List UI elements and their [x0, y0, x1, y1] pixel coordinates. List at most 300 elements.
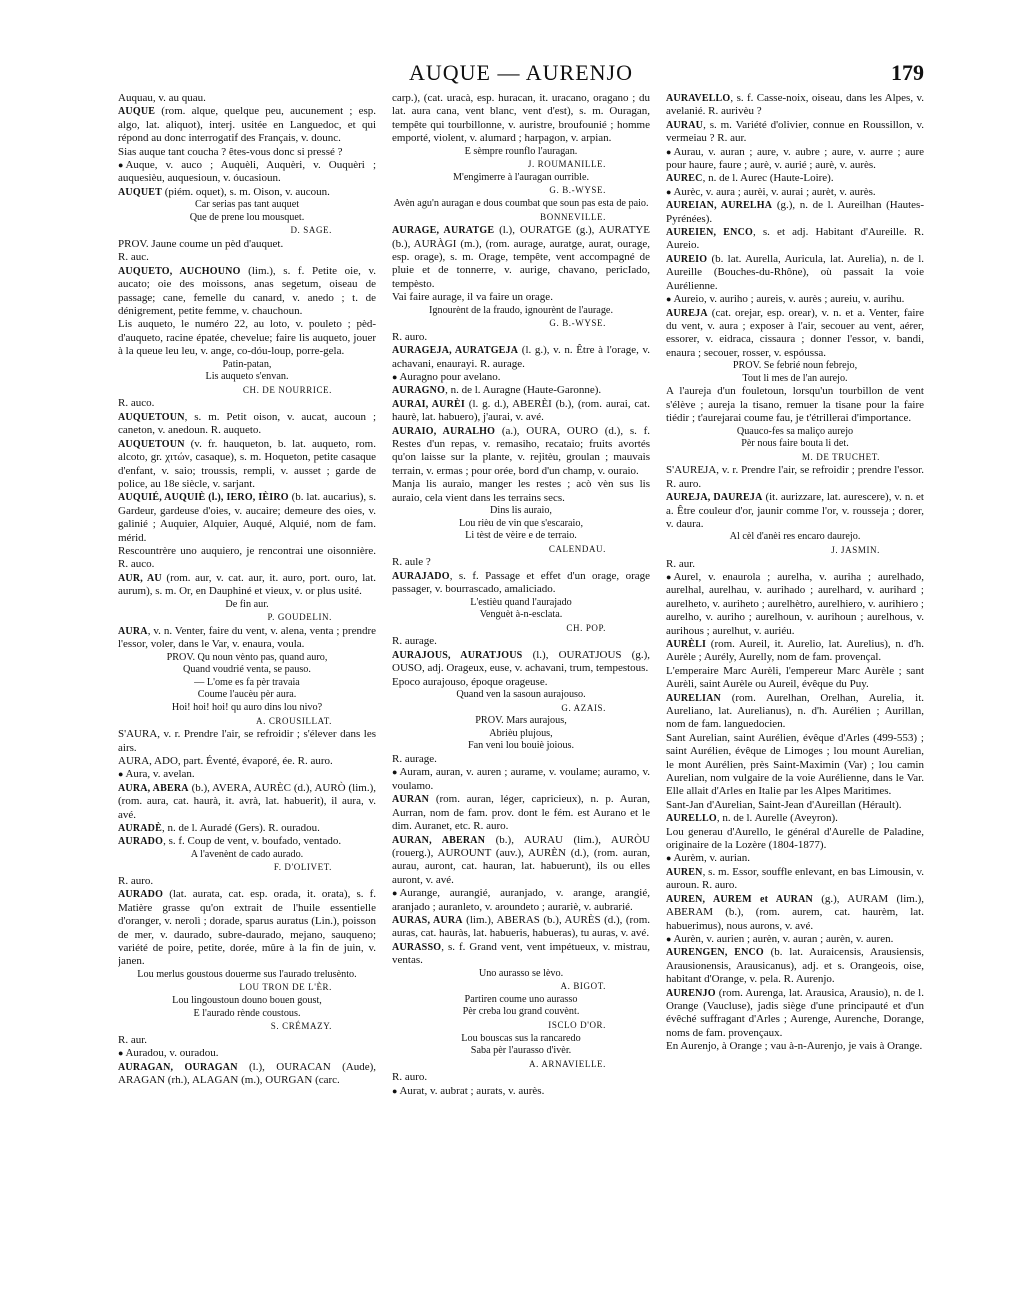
entry-text: Abrièu plujous,	[489, 727, 553, 739]
entry-text: , n. de l. Auragne (Haute-Garonne).	[445, 384, 602, 397]
entry-text: (rom. aur, v. cat. aur, it. auro, port. ouro, lat. aurum), s. m. Or, en Dauphiné et vieux, v. or plus usité.	[118, 571, 376, 598]
entry-text: Sant-Jan d'Aurelian, Saint-Jean d'Aureillan (Hérault).	[666, 798, 902, 811]
entry-text: R. aur.	[666, 557, 696, 570]
entry-text: Pèr nous faire bouta li det.	[741, 438, 849, 450]
entry-text: Venguèt à-n-esclata.	[479, 609, 563, 621]
entry-paragraph	[392, 941, 650, 968]
entry-text: F. D'OLIVET.	[273, 862, 332, 873]
entry-paragraph	[118, 545, 376, 572]
headword: AURAGNO	[392, 385, 446, 397]
entry-text: Epoco aurajouso, époque orageuse.	[392, 675, 548, 688]
quotation-line	[392, 1033, 650, 1046]
entry-paragraph	[392, 344, 650, 371]
headword: AURÈLI	[666, 638, 707, 650]
entry-text: Lou bouscas sus la rancaredo	[461, 1032, 581, 1044]
entry-paragraph	[118, 265, 376, 319]
entry-text: LOU TRON DE L'ÈR.	[239, 982, 332, 993]
entry-paragraph	[118, 438, 376, 492]
quotation-author	[392, 211, 650, 224]
entry-paragraph	[666, 1040, 924, 1053]
entry-text: PROV. Se febrié noun febrejo,	[732, 360, 858, 372]
entry-text: , s. m. Essor, souffle enlevant, en bas Limousin, v. auroun. R. auro.	[666, 865, 924, 892]
entry-paragraph	[118, 822, 376, 835]
entry-text: CH. DE NOURRICE.	[242, 384, 332, 395]
headword: AURAGEJA, AURATGEJA	[392, 345, 519, 357]
entry-paragraph	[392, 649, 650, 676]
entry-text: , n. de l. Auradé (Gers). R. ouradou.	[161, 821, 320, 834]
running-head: AUQUE — AURENJO	[409, 60, 633, 85]
quotation-author	[392, 980, 650, 993]
entry-text: Quand voudrié venta, se pauso.	[183, 664, 311, 676]
entry-text: Ignourènt de la fraudo, ignourènt de l'aurage.	[428, 304, 613, 316]
entry-text: Aurel, v. enaurola ; aurelha, v. auriha ; aurelhado, aurelhal, aurelhau, v. aurihado ; aurelhard, v. aurihard ; aurelheto, v. auriheto ; aurelhètro, aurelhiero, v. aurihiero ; aurelho, v. auriho ; aurelhoun, v. aurihoun ; aurelhous, v. aurihous ; aurelhut, v. auriéu.	[666, 570, 924, 637]
entry-paragraph	[666, 385, 924, 425]
entry-paragraph	[666, 933, 924, 946]
headword: AUR, AU	[118, 572, 162, 584]
entry-text: Dins lis auraio,	[490, 505, 552, 517]
entry-text: Sant Aurelian, saint Aurélien, évêque d'Arles (499-553) ; saint Aurélien, évêque de Limoges ; lou mount Aurelian, le mont Aurélien, près Saint-Maximin (Var) ; lou camin Aurelian, nom vulgaire de la voie Aurélienne, dans le Var. Elle allait d'Arles en Italie par les Alpes Maritimes.	[666, 731, 924, 798]
quotation-line	[118, 849, 376, 862]
headword: AURENGEN, ENCO	[666, 947, 764, 959]
entry-paragraph	[666, 307, 924, 361]
quotation-line	[118, 664, 376, 677]
quotation-author	[392, 158, 650, 171]
quotation-author	[392, 1019, 650, 1032]
quotation-author	[118, 861, 376, 874]
quotation-line	[118, 689, 376, 702]
headword: AUQUETO, AUCHOUNO	[118, 265, 241, 277]
headword: AUREJA	[666, 307, 708, 319]
headword: AURAJOUS, AURATJOUS	[392, 649, 523, 661]
entry-text: Manja lis auraio, manger les restes ; acò vèn sus lis auraio, cela vient dans les terrains secs.	[392, 478, 650, 504]
quotation-author	[118, 1020, 376, 1033]
entry-paragraph	[666, 491, 924, 531]
entry-text: , n. de l. Aurelle (Aveyron).	[716, 812, 838, 825]
quotation-author	[666, 544, 924, 557]
bullet-icon: ●	[666, 933, 672, 944]
entry-text: , s. m. Petit oison, v. aucat, aucoun ; caneton, v. anedoun. R. auqueto.	[118, 410, 376, 437]
entry-paragraph	[666, 893, 924, 933]
entry-paragraph	[392, 425, 650, 479]
quotation-author	[392, 1058, 650, 1071]
entry-text: D. SAGE.	[290, 225, 332, 236]
entry-text: CH. POP.	[566, 622, 606, 633]
entry-paragraph	[392, 92, 650, 146]
entry-text: (g.), n. de l. Aureilhan (Hautes-Pyrénées).	[666, 199, 924, 225]
entry-text: (l. g.), v. n. Être à l'orage, v. achavani, enaurayi. R. aurage.	[392, 344, 650, 370]
headword: AUQUIÉ, AUQUIÈ (l.), IERO, IÈIRO	[118, 492, 289, 504]
entry-text: L'estièu quand l'aurajado	[470, 596, 572, 608]
entry-paragraph	[666, 987, 924, 1041]
quotation-line	[392, 1006, 650, 1019]
quotation-line	[118, 199, 376, 212]
entry-paragraph	[666, 826, 924, 853]
entry-text: M. DE TRUCHET.	[801, 451, 880, 462]
quotation-line	[118, 212, 376, 225]
headword: AURAN	[392, 794, 430, 806]
quotation-line	[666, 373, 924, 386]
entry-text: Partiren coume uno aurasso	[464, 993, 578, 1005]
entry-paragraph	[666, 464, 924, 491]
quotation-line	[666, 426, 924, 439]
headword: AUREC	[666, 173, 703, 185]
entry-text: De fin aur.	[225, 598, 269, 610]
entry-text: Coume l'aucèu pèr aura.	[197, 689, 297, 701]
entry-text: R. auro.	[392, 330, 428, 343]
entry-paragraph	[118, 625, 376, 652]
entry-paragraph	[118, 768, 376, 781]
headword: AURAIO, AURALHO	[392, 425, 496, 437]
entry-text: G. AZAIS.	[561, 702, 606, 713]
entry-text: A l'avenènt de cado aurado.	[190, 848, 304, 860]
entry-text: BONNEVILLE.	[540, 211, 606, 222]
entry-paragraph	[666, 812, 924, 825]
entry-text: Vai faire aurage, il va faire un orage.	[392, 291, 553, 304]
headword: AURAI, AURÈI	[392, 398, 465, 410]
entry-paragraph	[666, 253, 924, 293]
entry-text: (g.), AURAM (lim.), ABERAM (b.), (rom. aurem, cat. haurèm, lat. habuerimus), nous aurons, v. avé.	[666, 892, 924, 932]
entry-paragraph	[392, 1085, 650, 1098]
quotation-line	[118, 652, 376, 665]
quotation-line	[118, 599, 376, 612]
entry-text: R. auro.	[118, 874, 154, 887]
quotation-author	[392, 622, 650, 635]
entry-text: Uno aurasso se lèvo.	[478, 967, 564, 979]
quotation-line	[392, 530, 650, 543]
entry-text: Quand ven la sasoun aurajouso.	[456, 689, 586, 701]
entry-text: Lou generau d'Aurello, le général d'Aurelle de Paladine, originaire de la Lozère (1804-1877).	[666, 825, 924, 852]
entry-text: A. ARNAVIELLE.	[529, 1058, 606, 1069]
entry-paragraph	[666, 638, 924, 665]
quotation-author	[118, 715, 376, 728]
quotation-author	[392, 184, 650, 197]
bullet-icon: ●	[392, 888, 398, 899]
entry-paragraph	[666, 293, 924, 306]
entry-paragraph	[118, 238, 376, 251]
quotation-line	[392, 609, 650, 622]
entry-text: Car serias pas tant auquet	[194, 199, 300, 211]
entry-text: (b. lat. aucarius), s. Gardeur, gardeuse d'oies, v. aucaire; demeure des oies, v. galinié ; Auquier, Alquier, Auqué, Alquié, nom de fam. mérid.	[118, 491, 376, 544]
entry-text: J. JASMIN.	[831, 544, 880, 555]
entry-paragraph	[118, 411, 376, 438]
quotation-line	[666, 438, 924, 451]
headword: AURENJO	[666, 987, 716, 999]
entry-text: P. GOUDELIN.	[267, 612, 332, 623]
entry-paragraph	[392, 570, 650, 597]
entry-text: (rom. Aurelhan, Orelhan, Aurelia, it. Aureliano, lat. Aurelianus), n. d'h. Aurélien ; Aurillan, nom de fam. languedocien.	[666, 691, 924, 731]
entry-text: S'AUREJA, v. r. Prendre l'air, se refroidir ; prendre l'essor. R. auro.	[666, 464, 924, 490]
entry-text: A l'aureja d'un fouletoun, lorsqu'un tourbillon de vent s'élève ; aureja la tisano, remuer la tisane pour la faire tiédir ; t'aurejarai coume fau, je t'étrillerai d'importance.	[666, 385, 924, 425]
entry-paragraph	[392, 556, 650, 569]
headword: AURASSO	[392, 941, 442, 953]
entry-text: Fan veni lou bouiè joious.	[467, 740, 575, 752]
entry-text: S'AURA, v. r. Prendre l'air, se refroidir ; s'élever dans les airs.	[118, 728, 376, 754]
entry-paragraph	[118, 105, 376, 145]
entry-text: Pèr creba lou grand couvènt.	[462, 1006, 580, 1018]
entry-text: Auquau, v. au quau.	[118, 92, 206, 104]
entry-text: Auque, v. auco ; Auquèli, Auquèri, v. Ouquèri ; auquesièu, auquesioun, v. óucasioun.	[118, 159, 376, 185]
entry-text: (piém. oquet), s. m. Oison, v. aucoun.	[161, 185, 330, 198]
entry-text: PROV. Qu noun vènto pas, quand auro,	[166, 651, 328, 663]
entry-text: , s. et adj. Habitant d'Aureille. R. Aureio.	[666, 226, 924, 252]
entry-text: En Aurenjo, à Orange ; vau à-n-Aurenjo, je vais à Orange.	[666, 1040, 923, 1053]
entry-paragraph	[392, 635, 650, 648]
headword: AUREN, AUREM et AURAN	[666, 893, 813, 905]
entry-paragraph	[118, 186, 376, 199]
headword: AURELLO	[666, 813, 717, 825]
quotation-line	[392, 172, 650, 185]
entry-text: Rescountrère uno auquiero, je rencontrai une oisonnière. R. auco.	[118, 544, 376, 571]
entry-text: (l.), OURACAN (Aude), ARAGAN (rh.), ALAGAN (m.), OURGAN (carc.	[118, 1060, 376, 1086]
entry-text: Avèn agu'n auragan e dous coumbat que soun pas esta de paio.	[393, 198, 649, 209]
entry-paragraph	[118, 159, 376, 186]
headword: AURAVELLO	[666, 93, 731, 104]
entry-paragraph	[118, 888, 376, 968]
entry-paragraph	[118, 397, 376, 410]
bullet-icon: ●	[118, 1048, 124, 1059]
entry-text: G. B.-WYSE.	[549, 318, 606, 329]
quotation-author	[118, 611, 376, 624]
quotation-line	[118, 371, 376, 384]
entry-text: — L'ome es fa pèr travaia	[194, 676, 300, 688]
entry-paragraph	[666, 226, 924, 253]
quotation-line	[118, 1008, 376, 1021]
entry-text: Lis auqueto, le numéro 22, au loto, v. pouleto ; pèd-d'auqueto, racine épatée, chevelue; faire lis auqueto, jouer à la queue leu leu, v. ange, co-dóu-loup, porre-gela.	[118, 318, 376, 358]
headword: AUQUET	[118, 186, 162, 198]
headword: AUREIEN, ENCO	[666, 227, 753, 239]
entry-text: , s. f. Passage et effet d'un orage, orage passager, v. bourrascado, amaliciado.	[392, 569, 650, 596]
entry-text: (l. g. d.), ABERÈI (b.), (rom. aurai, cat. haurè, lat. habuero), j'aurai, v. avé.	[392, 397, 650, 424]
quotation-line	[392, 505, 650, 518]
entry-text: (a.), OURA, OURO (d.), s. f. Restes d'un repas, v. remasiho, recataio; fruits avortés qu'on laisse sur la plante, v. rejitèu, groulan ; mauvais terrain, v. ermas ; pour orée, bord d'un champ, v. ouraio.	[392, 424, 650, 477]
entry-text: Li tèst de vèire e de terraio.	[465, 530, 577, 542]
entry-paragraph	[118, 1061, 376, 1088]
headword: AURADÈ	[118, 822, 162, 834]
entry-paragraph	[118, 491, 376, 545]
entry-text: Sias auque tant coucha ? êtes-vous donc si pressé ?	[118, 145, 343, 158]
quotation-line	[392, 728, 650, 741]
entry-paragraph	[392, 1071, 650, 1084]
entry-paragraph	[118, 1047, 376, 1060]
entry-text: A. BIGOT.	[560, 981, 606, 992]
bullet-icon: ●	[118, 160, 124, 171]
entry-text: L'emperaire Marc Aurèli, l'empereur Marc Aurèle ; sant Aurèli, saint Aurèle ou Aureil, évêque du Puy.	[666, 664, 924, 691]
headword: AUQUETOUN	[118, 411, 185, 423]
entry-text: , s. m. Variété d'olivier, connue en Roussillon, v. vermeiau ? R. aur.	[666, 118, 924, 145]
entry-text: Auradou, v. ouradou.	[125, 1047, 219, 1060]
headword: AURAJADO	[392, 570, 450, 582]
entry-text: Lou merlus goustous douerme sus l'aurado trelusènto.	[137, 968, 357, 980]
headword: AURADO	[118, 836, 164, 848]
entry-paragraph	[666, 119, 924, 146]
entry-paragraph	[666, 852, 924, 865]
headword: AUREN	[666, 866, 703, 878]
entry-paragraph	[666, 732, 924, 799]
entry-paragraph	[118, 572, 376, 599]
entry-text: R. auc.	[118, 251, 149, 264]
entry-paragraph	[118, 1034, 376, 1047]
entry-paragraph	[118, 251, 376, 264]
entry-paragraph	[666, 799, 924, 812]
entry-paragraph	[392, 676, 650, 689]
entry-text: (lim.), ABERAS (b.), AURÈS (d.), (rom. auras, cat. hauràs, lat. habueris, habueras), tu auras, v. avé.	[392, 913, 650, 940]
entry-paragraph	[392, 887, 650, 914]
headword: AURAS, AURA	[392, 914, 463, 926]
entry-text: (l.), OURATJOUS (g.), OUSO, adj. Orageux, euse, v. achavani, trum, tempestous.	[392, 648, 650, 675]
entry-text: A. CROUSILLAT.	[256, 715, 332, 726]
entry-paragraph	[666, 571, 924, 638]
entry-text: Aurèc, v. aura ; aurèi, v. aurai ; aurèt, v. aurès.	[673, 185, 876, 198]
entry-text: Aura, v. avelan.	[125, 768, 195, 781]
entry-text: (lim.), s. f. Petite oie, v. aucato; oie des moissons, anas segetum, oiseau de passage; cane, femelle du canard, v. anedo ; t. de dénigrement, petite femme, v. chauchoun.	[118, 264, 376, 318]
entry-text: PROV. Mars aurajous,	[475, 715, 567, 727]
entry-paragraph	[392, 384, 650, 397]
quotation-line	[392, 305, 650, 318]
quotation-line	[118, 677, 376, 690]
entry-paragraph	[666, 946, 924, 986]
entry-text: (v. fr. hauqueton, b. lat. auqueto, rom. alcoto, gr. χιτών, casaque), s. m. Hoqueton, petite casaque d'enfant, v. saio; troussis, rempli, v. ausset ; garde de police, au 18e siècle, v. sarjant.	[118, 437, 376, 490]
quotation-line	[392, 597, 650, 610]
entry-paragraph	[118, 728, 376, 755]
entry-paragraph	[392, 914, 650, 941]
quotation-line	[392, 740, 650, 753]
quotation-author	[118, 981, 376, 994]
quotation-line	[392, 1045, 650, 1058]
headword: AURAN, ABERAN	[392, 834, 486, 846]
entry-paragraph	[666, 692, 924, 732]
entry-paragraph	[392, 834, 650, 888]
entry-paragraph	[392, 766, 650, 793]
entry-text: (cat. orejar, esp. orear), v. n. et a. Venter, faire du vent, v. aura ; exposer à l'air, secouer au vent, aérer, essorer, v. eidraca, cissaura ; donner l'essor, v. bandi, enaura ; secouer, rosser, v. espóussa.	[666, 306, 924, 359]
quotation-line	[392, 146, 650, 159]
bullet-icon: ●	[666, 294, 672, 305]
entry-text: E sèmpre rounflo l'auragan.	[464, 145, 578, 157]
entry-text: Aurange, aurangié, auranjado, v. arange, arangié, aranjado ; auranleto, v. aroundeto ; aurariè, v. aubrarié.	[392, 887, 650, 913]
headword: AUREIAN, AURELHA	[666, 200, 773, 212]
headword: AURAGE, AURATGE	[392, 225, 495, 237]
quotation-author	[392, 543, 650, 556]
entry-paragraph	[666, 146, 924, 173]
quotation-line	[118, 359, 376, 372]
entry-text: J. ROUMANILLE.	[527, 159, 606, 170]
entry-text: S. CRÉMAZY.	[270, 1021, 332, 1032]
entry-text: R. auro.	[392, 1071, 428, 1084]
page-number: 179	[891, 60, 924, 85]
entry-text: PROV. Jaune coume un pèd d'auquet.	[118, 238, 284, 251]
entry-paragraph	[392, 398, 650, 425]
entry-text: Aurau, v. auran ; aure, v. aubre ; aure, v. aurre ; aure pour haure, faure ; aurè, v. aurié ; aurè, v. aurès.	[666, 145, 924, 172]
quotation-line	[666, 531, 924, 544]
bullet-icon: ●	[666, 571, 672, 582]
entry-text: Que de prene lou mousquet.	[189, 211, 305, 223]
entry-text: R. aule ?	[392, 556, 431, 569]
quotation-line	[118, 969, 376, 982]
entry-text: AURA, ADO, part. Éventé, évaporé, ée. R. auro.	[118, 754, 333, 767]
entry-text: carp.), (cat. uracà, esp. huracan, it. uracano, oragano ; du lat. aura cana, vent blanc, vent d'est), s. m. Ouragan, tempête qui tourbillonne, v. auristre, broufounié ; homme emporté, violent, v. alumard ; harpagon, v. arpian.	[392, 92, 650, 145]
quotation-author	[118, 384, 376, 397]
entry-text: (rom. Aurenga, lat. Arausica, Arausio), n. de l. Orange (Vaucluse), jadis siège d'une principauté et d'un évêché suffragant d'Arles ; Aurenge, Aurenche, Dorange, noms de fam. provençaux.	[666, 986, 924, 1039]
quotation-line	[392, 518, 650, 531]
entry-paragraph	[118, 318, 376, 358]
headword: AURA, ABERA	[118, 782, 189, 794]
quotation-line	[392, 689, 650, 702]
quotation-line	[392, 968, 650, 981]
headword: AURA	[118, 625, 148, 637]
entry-paragraph	[392, 478, 650, 505]
entry-text: (rom. Aureil, it. Aurelio, lat. Aurelius), n. d'h. Aurèle ; Aurély, Aurelly, nom de fam. provençal.	[666, 637, 924, 664]
entry-paragraph	[392, 224, 650, 291]
quotation-author	[392, 702, 650, 715]
entry-text: (b.), AURAU (lim.), AURÒU (rouerg.), AUROUNT (auv.), AURÈN (d.), (rom. auran, aurau, auront, cat. hauran, lat. habuerunt), ils ou elles auront, v. avé.	[392, 833, 650, 886]
entry-text: (b.), AVERA, AURÈC (d.), AURÒ (lim.), (rom. aura, cat. haurà, it. avrà, lat. habuerit), il aura, v. avé.	[118, 781, 376, 821]
entry-text: R. aurage.	[392, 635, 437, 648]
entry-text: (lat. aurata, cat. esp. orada, it. orata), s. f. Matière grasse qu'on extrait de l'huile essentielle d'oranger, v. nerolì ; dorade, sparus auratus (Lin.), poisson de mer, v. daurado, subre-daurado, mejano, sauqueno; variété de poire, petite, dorée, mûre à la fin de juin, v. janen.	[118, 888, 376, 968]
entry-paragraph	[666, 665, 924, 692]
entry-text: , s. f. Coup de vent, v. boufado, ventado.	[163, 835, 342, 848]
entry-paragraph	[666, 558, 924, 571]
entry-text: Quauco-fes sa maliço aurejo	[736, 425, 854, 437]
bullet-icon: ●	[392, 372, 398, 383]
entry-text: (l.), OURATGE (g.), AURATYE (b.), AURÀGI (m.), (rom. aurage, auratge, aurat, ourage, esp. orage), s. m. Orage, tempête, vent accompagné de pluie et de tonnerre, v. aurige, chavano, pericIado, tempèsto.	[392, 224, 650, 290]
entry-text: Patin-patan,	[222, 358, 272, 370]
entry-text: M'engimerre à l'auragan ourrible.	[452, 171, 590, 183]
headword: AURAU	[666, 119, 704, 131]
entry-text: Lis auqueto s'envan.	[205, 371, 289, 383]
entry-text: (it. aurizzare, lat. aurescere), v. n. et a. Être couleur d'or, jaunir comme l'or, v. rousseja ; dorer, v. daura.	[666, 491, 924, 530]
entry-text: Tout li mes de l'an aurejo.	[742, 372, 848, 384]
column-left	[118, 92, 376, 1242]
entry-paragraph	[392, 331, 650, 344]
quotation-line	[666, 360, 924, 373]
entry-text: Lou rièu de vin que s'escaraio,	[458, 517, 584, 529]
headword: AURADO	[118, 889, 164, 901]
entry-text: (b. lat. Aurella, Auricula, lat. Aurelia), n. de l. Aureille (Bouches-du-Rhône), où passait la voie Aurélienne.	[666, 252, 924, 292]
entry-text: Aurat, v. aubrat ; aurats, v. aurès.	[399, 1084, 545, 1097]
entry-paragraph	[118, 92, 376, 105]
entry-paragraph	[118, 875, 376, 888]
headword: AURELIAN	[666, 692, 721, 704]
headword: AUQUETOUN	[118, 438, 185, 450]
quotation-line	[118, 995, 376, 1008]
entry-text: Aureio, v. auriho ; aureis, v. aurès ; aureiu, v. aurihu.	[673, 293, 905, 306]
entry-text: Saba pèr l'aurasso d'ivèr.	[470, 1045, 572, 1057]
bullet-icon: ●	[666, 186, 672, 197]
entry-text: Auram, auran, v. auren ; aurame, v. voulame; auramo, v. voulamo.	[392, 766, 650, 792]
entry-text: (rom. auran, léger, capricieux), n. p. Auran, Aurran, nom de fam. prov. dont le fém. est Aurano et le dim. Auranet, etc. R. auro.	[392, 793, 650, 833]
entry-text: Hoi! hoi! hoi! qu auro dins lou nivo?	[171, 701, 323, 713]
quotation-line	[392, 994, 650, 1007]
quotation-author	[666, 451, 924, 464]
entry-paragraph	[666, 866, 924, 893]
entry-text: Aurèn, v. aurien ; aurèn, v. auran ; aurèn, v. auren.	[673, 932, 894, 945]
entry-text: Al cèl d'anèi res encaro daurejo.	[729, 531, 861, 543]
entry-paragraph	[666, 172, 924, 185]
entry-text: E l'aurado rènde coustous.	[193, 1007, 301, 1019]
bullet-icon: ●	[666, 146, 672, 157]
entry-paragraph	[392, 291, 650, 304]
quotation-line	[392, 715, 650, 728]
entry-text: Auragno pour avelano.	[399, 371, 501, 384]
entry-text: , s. f. Casse-noix, oiseau, dans les Alpes, v. avelanié. R. aurivèu ?	[666, 92, 924, 118]
quotation-line	[118, 702, 376, 715]
entry-text: , v. n. Venter, faire du vent, v. alena, venta ; prendre l'essor, voler, dans le Var, v. enaura, voula.	[118, 624, 376, 651]
entry-text: Lou lingoustoun douno bouen goust,	[172, 995, 322, 1006]
quotation-author	[118, 224, 376, 237]
entry-paragraph	[118, 835, 376, 848]
entry-text: , s. f. Grand vent, vent impétueux, v. mistrau, ventas.	[392, 940, 650, 967]
headword: AURAGAN, OURAGAN	[118, 1061, 238, 1073]
entry-paragraph	[118, 146, 376, 159]
